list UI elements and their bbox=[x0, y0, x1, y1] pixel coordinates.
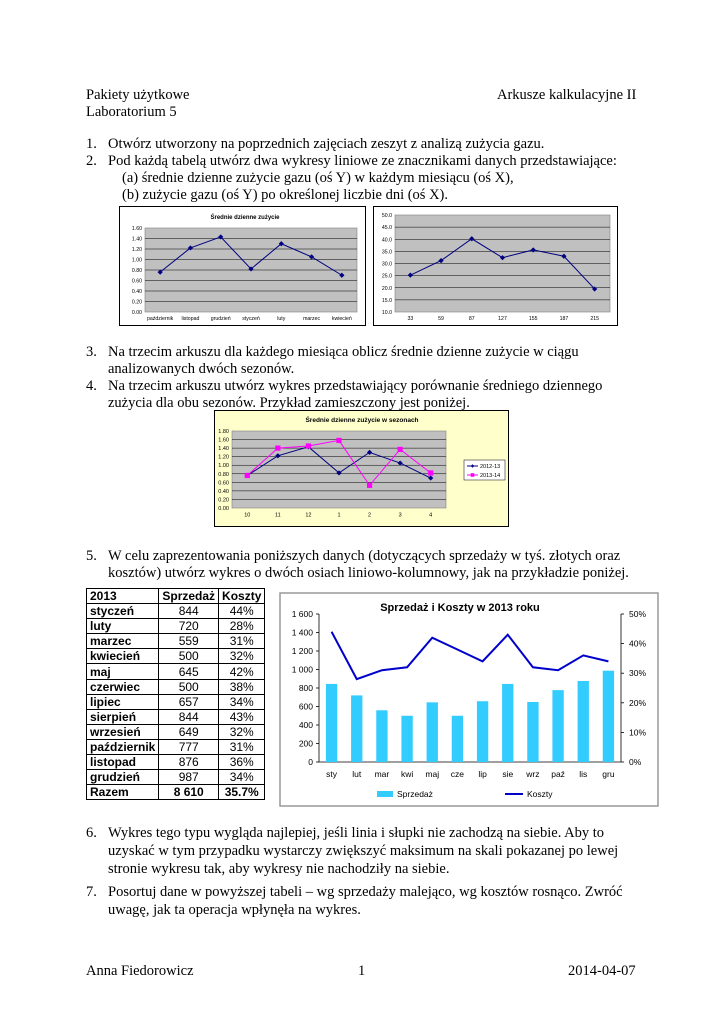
y-tick-label: 1 400 bbox=[291, 627, 313, 638]
x-tick-label: lut bbox=[352, 769, 362, 779]
sales-bar bbox=[452, 716, 463, 762]
sales-bar bbox=[427, 702, 438, 762]
legend-marker bbox=[471, 473, 475, 477]
x-tick-label: lis bbox=[579, 769, 588, 779]
total-label: Razem bbox=[87, 785, 159, 800]
table-row bbox=[87, 739, 265, 754]
x-tick-label: 10 bbox=[244, 512, 251, 519]
x-tick-label: listopad bbox=[181, 316, 200, 323]
costs-cell: 34% bbox=[219, 770, 265, 785]
chart-title: Sprzedaż i Koszty w 2013 roku bbox=[380, 602, 540, 614]
month-cell: listopad bbox=[87, 755, 159, 770]
costs-cell: 38% bbox=[219, 679, 265, 694]
task-4-line-1: Na trzecim arkuszu utwórz wykres przedstawiający porównanie średniego dziennego bbox=[108, 378, 603, 394]
month-cell: grudzień bbox=[87, 770, 159, 785]
x-tick-label: 2 bbox=[368, 512, 372, 519]
data-point bbox=[398, 447, 403, 452]
x-tick-label: 127 bbox=[498, 316, 507, 323]
task-2-item-b: (b) zużycie gazu (oś Y) po określonej liczbie dni (oś X). bbox=[122, 187, 449, 203]
x-tick-label: 12 bbox=[305, 512, 312, 519]
y-tick-label: 1.20 bbox=[131, 247, 142, 253]
y-tick-label: 45.0 bbox=[381, 225, 392, 232]
x-tick-label: sie bbox=[502, 769, 514, 779]
sales-cell: 649 bbox=[159, 724, 219, 739]
footer-author: Anna Fiedorowicz bbox=[86, 963, 194, 979]
task-3-line-2: analizowanych dwóch sezonów. bbox=[108, 361, 295, 377]
table-row bbox=[87, 619, 265, 634]
x-tick-label: marzec bbox=[303, 316, 321, 323]
x-tick-label: kwi bbox=[400, 769, 414, 779]
task-5-number: 5. bbox=[86, 548, 97, 564]
y-tick-label: 1.60 bbox=[218, 437, 229, 444]
y2-tick-label: 40% bbox=[629, 638, 647, 649]
y-tick-label: 0.20 bbox=[131, 299, 142, 306]
y-tick-label: 1.00 bbox=[131, 257, 142, 264]
costs-cell: 32% bbox=[219, 724, 265, 739]
legend-label: Koszty bbox=[527, 789, 553, 799]
sales-cell: 844 bbox=[159, 709, 219, 724]
sales-bar bbox=[603, 671, 614, 762]
y-tick-label: 400 bbox=[298, 720, 313, 730]
y-tick-label: 10.0 bbox=[381, 310, 392, 316]
y2-tick-label: 10% bbox=[629, 727, 647, 738]
header-sales: Sprzedaż bbox=[159, 589, 219, 604]
y-tick-label: 0.80 bbox=[131, 268, 142, 274]
x-tick-label: 87 bbox=[468, 316, 475, 323]
sales-cell: 500 bbox=[159, 649, 219, 664]
table-row bbox=[87, 709, 265, 724]
header-year: 2013 bbox=[87, 589, 159, 604]
x-tick-label: cze bbox=[450, 769, 465, 779]
task-7-line-1: Posortuj dane w powyższej tabeli – wg sprzedaży malejąco, wg kosztów rosnąco. Zwróć bbox=[108, 884, 623, 900]
costs-cell: 44% bbox=[219, 604, 265, 619]
legend-bar-swatch bbox=[377, 791, 393, 797]
month-cell: sierpień bbox=[87, 709, 159, 724]
x-tick-label: 155 bbox=[528, 316, 538, 323]
x-tick-label: maj bbox=[425, 769, 440, 779]
table-row bbox=[87, 770, 265, 785]
sales-cell: 844 bbox=[159, 604, 219, 619]
task-4-line-2: zużycia dla obu sezonów. Przykład zamieszczony jest poniżej. bbox=[108, 395, 470, 411]
month-cell: lipiec bbox=[87, 694, 159, 709]
y-tick-label: 1 000 bbox=[291, 664, 313, 675]
sales-cell: 987 bbox=[159, 770, 219, 785]
y-tick-label: 200 bbox=[298, 738, 313, 749]
y-tick-label: 0.40 bbox=[131, 289, 142, 295]
chart-title: Średnie dzienne zużycie w sezonach bbox=[305, 417, 419, 424]
sales-bar bbox=[578, 681, 589, 762]
table-row bbox=[87, 755, 265, 770]
task-2-number: 2. bbox=[86, 153, 97, 169]
y-tick-label: 0.80 bbox=[218, 471, 229, 478]
month-cell: luty bbox=[87, 619, 159, 634]
month-cell: czerwiec bbox=[87, 679, 159, 694]
x-tick-label: 187 bbox=[559, 316, 569, 323]
chart-seasons-comparison bbox=[214, 410, 509, 527]
task-5-line-2: kosztów) utwórz wykres o dwóch osiach liniowo-kolumnowy, jak na przykładzie poniżej. bbox=[108, 565, 629, 581]
chart-title: Średnie dzienne zużycie bbox=[210, 215, 280, 221]
x-tick-label: sty bbox=[326, 769, 338, 779]
sales-cell: 645 bbox=[159, 664, 219, 679]
sales-cell: 777 bbox=[159, 739, 219, 754]
y-tick-label: 0.40 bbox=[218, 488, 229, 495]
task-4-number: 4. bbox=[86, 378, 97, 394]
month-cell: marzec bbox=[87, 634, 159, 649]
data-point bbox=[336, 438, 341, 443]
y-tick-label: 30.0 bbox=[381, 261, 392, 268]
y-tick-label: 1.00 bbox=[218, 463, 229, 470]
data-point bbox=[245, 473, 250, 478]
x-tick-label: 3 bbox=[398, 512, 402, 519]
sales-cell: 559 bbox=[159, 634, 219, 649]
y-tick-label: 1.60 bbox=[131, 226, 142, 232]
task-1-number: 1. bbox=[86, 136, 97, 152]
sales-bar bbox=[552, 690, 563, 762]
x-tick-label: kwiecień bbox=[331, 316, 352, 323]
chart-usage-by-days bbox=[373, 206, 618, 326]
y-tick-label: 35.0 bbox=[381, 249, 392, 256]
x-tick-label: paź bbox=[551, 769, 565, 779]
task-1-text: Otwórz utworzony na poprzednich zajęciach zeszyt z analizą zużycia gazu. bbox=[108, 136, 545, 152]
table-row bbox=[87, 664, 265, 679]
month-cell: styczeń bbox=[87, 604, 159, 619]
x-tick-label: luty bbox=[277, 316, 286, 323]
task-5-line-1: W celu zaprezentowania poniższych danych (dotyczących sprzedaży w tyś. złotych oraz bbox=[108, 548, 621, 564]
total-costs: 35.7% bbox=[219, 785, 265, 800]
x-tick-label: 11 bbox=[274, 512, 281, 519]
sales-cell: 657 bbox=[159, 694, 219, 709]
x-tick-label: 59 bbox=[438, 316, 444, 323]
y-tick-label: 0.20 bbox=[218, 497, 229, 504]
y2-tick-label: 30% bbox=[629, 668, 647, 679]
x-tick-label: 215 bbox=[590, 316, 599, 323]
sales-bar bbox=[401, 716, 412, 762]
costs-cell: 34% bbox=[219, 694, 265, 709]
y-tick-label: 0.60 bbox=[218, 480, 229, 487]
y2-tick-label: 50% bbox=[629, 609, 647, 619]
y-tick-label: 0.60 bbox=[131, 278, 142, 285]
sales-bar bbox=[527, 702, 538, 762]
y-tick-label: 1.40 bbox=[218, 446, 229, 453]
y-tick-label: 50.0 bbox=[381, 213, 392, 219]
data-point bbox=[275, 446, 280, 451]
x-tick-label: 4 bbox=[429, 512, 433, 519]
data-point bbox=[367, 483, 372, 488]
task-6-line-2: uzyskać w tym przypadku wystarczy zwiększyć maksimum na skali pokazanej po lewej bbox=[108, 843, 619, 859]
y-tick-label: 15.0 bbox=[381, 297, 392, 304]
task-6-number: 6. bbox=[86, 825, 97, 841]
y2-tick-label: 20% bbox=[629, 697, 647, 708]
costs-cell: 32% bbox=[219, 649, 265, 664]
sales-table bbox=[86, 588, 265, 800]
x-tick-label: wrz bbox=[526, 769, 540, 779]
sales-bar bbox=[326, 684, 337, 762]
x-tick-label: 1 bbox=[337, 512, 341, 519]
y2-tick-label: 0% bbox=[629, 757, 642, 767]
sales-bar bbox=[351, 695, 362, 762]
y-tick-label: 0 bbox=[308, 757, 313, 767]
costs-cell: 31% bbox=[219, 634, 265, 649]
sales-cell: 876 bbox=[159, 755, 219, 770]
task-2-item-a: (a) średnie dzienne zużycie gazu (oś Y) w każdym miesiącu (oś X), bbox=[122, 170, 514, 186]
task-6-line-1: Wykres tego typu wygląda najlepiej, jeśli linia i słupki nie zachodzą na siebie. Aby to bbox=[108, 825, 605, 841]
total-sales: 8 610 bbox=[159, 785, 219, 800]
header-topic: Arkusze kalkulacyjne II bbox=[497, 87, 637, 103]
y-tick-label: 25.0 bbox=[381, 273, 392, 280]
sales-bar bbox=[376, 710, 387, 762]
sales-cell: 500 bbox=[159, 679, 219, 694]
x-tick-label: 33 bbox=[407, 316, 414, 323]
costs-cell: 43% bbox=[219, 709, 265, 724]
month-cell: maj bbox=[87, 664, 159, 679]
task-3-line-1: Na trzecim arkuszu dla każdego miesiąca oblicz średnie dzienne zużycie w ciągu bbox=[108, 344, 579, 360]
header-costs: Koszty bbox=[219, 589, 265, 604]
task-2-text: Pod każdą tabelą utwórz dwa wykresy liniowe ze znacznikami danych przedstawiające: bbox=[108, 153, 617, 169]
task-3-number: 3. bbox=[86, 344, 97, 360]
legend-label: Sprzedaż bbox=[397, 789, 433, 799]
costs-cell: 42% bbox=[219, 664, 265, 679]
data-point bbox=[306, 443, 311, 448]
task-7-line-2: uwagę, jak ta operacja wpłynęła na wykres. bbox=[108, 902, 361, 918]
legend-label: 2012-13 bbox=[480, 464, 501, 470]
costs-cell: 31% bbox=[219, 739, 265, 754]
y-tick-label: 40.0 bbox=[381, 237, 392, 244]
x-tick-label: mar bbox=[374, 769, 390, 779]
footer-page-number: 1 bbox=[358, 963, 366, 979]
sales-bar bbox=[477, 701, 488, 762]
x-tick-label: styczeń bbox=[242, 316, 260, 323]
month-cell: kwiecień bbox=[87, 649, 159, 664]
table-row bbox=[87, 679, 265, 694]
legend-label: 2013-14 bbox=[480, 473, 501, 479]
header-course: Pakiety użytkowe bbox=[86, 87, 190, 103]
x-tick-label: październik bbox=[147, 316, 174, 323]
x-tick-label: lip bbox=[478, 769, 487, 779]
x-tick-label: gru bbox=[602, 769, 615, 779]
table-row bbox=[87, 694, 265, 709]
task-6-line-3: stronie wykresu tak, aby wykresy nie nachodziły na siebie. bbox=[108, 861, 450, 877]
y-tick-label: 0.00 bbox=[131, 310, 142, 316]
y-tick-label: 20.0 bbox=[381, 285, 392, 292]
y-tick-label: 1 600 bbox=[291, 609, 313, 619]
task-7-number: 7. bbox=[86, 884, 97, 900]
costs-cell: 36% bbox=[219, 755, 265, 770]
table-row bbox=[87, 634, 265, 649]
y-tick-label: 800 bbox=[298, 683, 313, 693]
costs-cell: 28% bbox=[219, 619, 265, 634]
y-tick-label: 0.00 bbox=[218, 506, 229, 512]
table-row bbox=[87, 724, 265, 739]
data-point bbox=[428, 470, 433, 475]
table-row bbox=[87, 649, 265, 664]
table-header-row bbox=[87, 589, 265, 604]
month-cell: wrzesień bbox=[87, 724, 159, 739]
x-tick-label: grudzień bbox=[210, 316, 231, 323]
table-total-row bbox=[87, 785, 265, 800]
y-tick-label: 1.20 bbox=[218, 454, 229, 461]
footer-date: 2014-04-07 bbox=[568, 963, 636, 979]
y-tick-label: 1.80 bbox=[218, 429, 229, 435]
y-tick-label: 1 200 bbox=[291, 646, 313, 656]
chart-daily-usage bbox=[119, 206, 366, 326]
y-tick-label: 1.40 bbox=[131, 236, 142, 243]
chart-sales-costs bbox=[279, 592, 659, 807]
month-cell: październik bbox=[87, 739, 159, 754]
y-tick-label: 600 bbox=[298, 701, 313, 712]
sales-bar bbox=[502, 684, 513, 762]
sales-cell: 720 bbox=[159, 619, 219, 634]
header-lab: Laboratorium 5 bbox=[86, 104, 177, 120]
table-row bbox=[87, 604, 265, 619]
